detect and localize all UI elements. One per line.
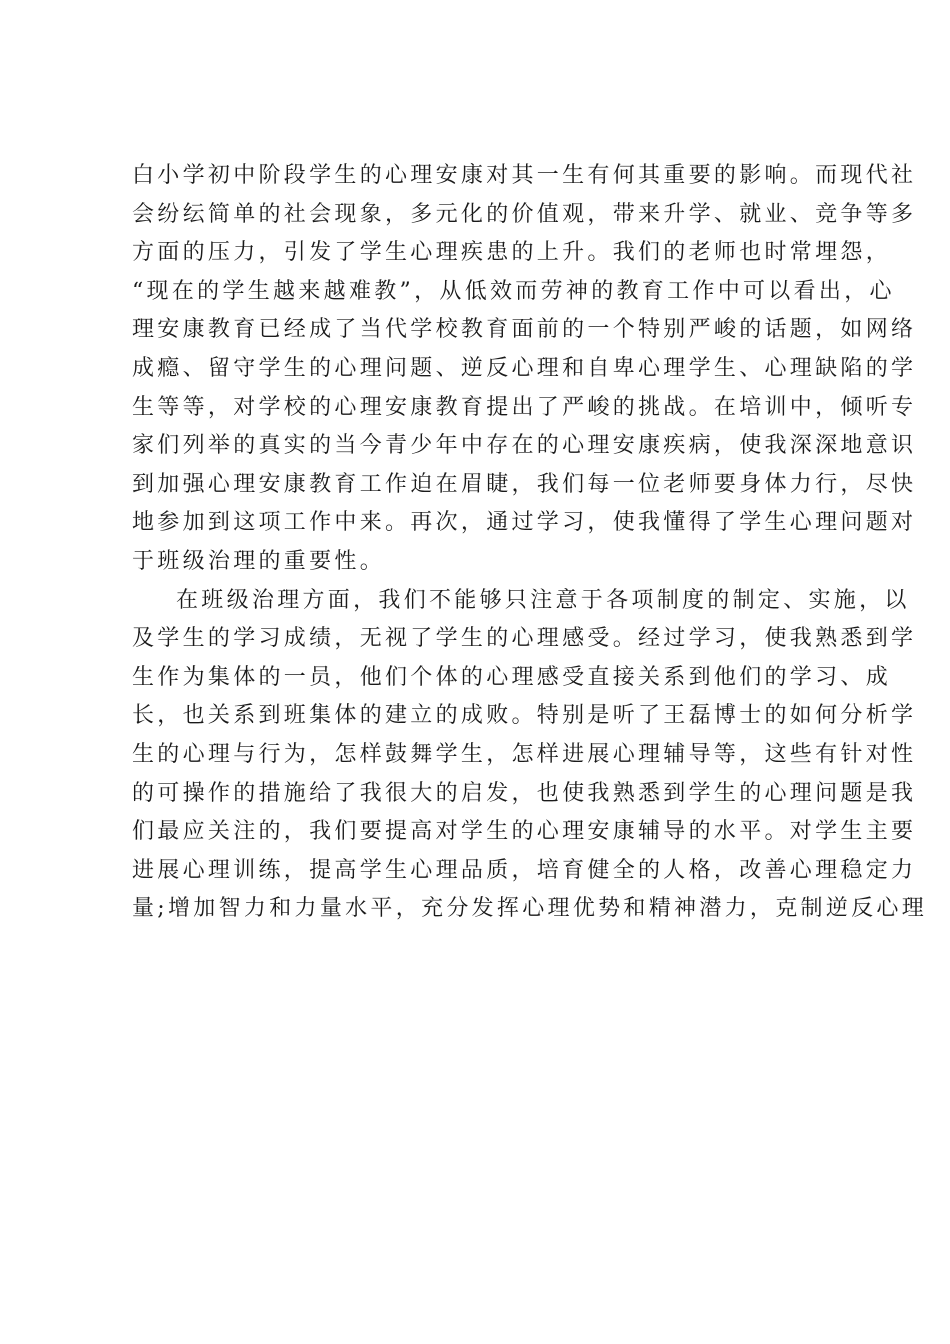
text-line: 生的心理与行为，怎样鼓舞学生，怎样进展心理辅导等，这些有针对性: [132, 741, 917, 767]
text-line: 长，也关系到班集体的建立的成败。特别是听了王磊博士的如何分析学: [132, 703, 917, 729]
paragraph-1: [132, 157, 917, 582]
text-line: 及学生的学习成绩，无视了学生的心理感受。经过学习，使我熟悉到学: [132, 626, 917, 652]
text-line: 量;增加智力和力量水平，充分发挥心理优势和精神潜力，克制逆反心理: [132, 896, 928, 922]
text-line: 方面的压力，引发了学生心理疾患的上升。我们的老师也时常埋怨，: [132, 240, 892, 266]
text-line: 成瘾、留守学生的心理问题、逆反心理和自卑心理学生、心理缺陷的学: [132, 355, 917, 381]
text-line: 生作为集体的一员，他们个体的心理感受直接关系到他们的学习、成: [132, 664, 892, 690]
paragraph-2: [132, 582, 928, 929]
text-line: 进展心理训练，提高学生心理品质，培育健全的人格，改善心理稳定力: [132, 857, 917, 883]
body-text: [132, 157, 928, 929]
text-line: 生等等，对学校的心理安康教育提出了严峻的挑战。在培训中，倾听专: [132, 394, 917, 420]
text-line: 的可操作的措施给了我很大的启发，也使我熟悉到学生的心理问题是我: [132, 780, 917, 806]
text-line: 们最应关注的，我们要提高对学生的心理安康辅导的水平。对学生主要: [132, 819, 917, 845]
text-line: 理安康教育已经成了当代学校教育面前的一个特别严峻的话题，如网络: [132, 317, 917, 343]
text-line: 会纷纭简单的社会现象，多元化的价值观，带来升学、就业、竞争等多: [132, 201, 917, 227]
text-line: 到加强心理安康教育工作迫在眉睫，我们每一位老师要身体力行，尽快: [132, 471, 917, 497]
text-line: 在班级治理方面，我们不能够只注意于各项制度的制定、实施，以: [176, 587, 910, 613]
text-line: 于班级治理的重要性。: [132, 548, 386, 574]
text-line: 白小学初中阶段学生的心理安康对其一生有何其重要的影响。而现代社: [132, 163, 917, 188]
text-line: “现在的学生越来越难教”，从低效而劳神的教育工作中可以看出，心: [132, 278, 895, 304]
text-line: 地参加到这项工作中来。再次，通过学习，使我懂得了学生心理问题对: [132, 510, 917, 536]
text-line: 家们列举的真实的当今青少年中存在的心理安康疾病，使我深深地意识: [132, 433, 917, 459]
